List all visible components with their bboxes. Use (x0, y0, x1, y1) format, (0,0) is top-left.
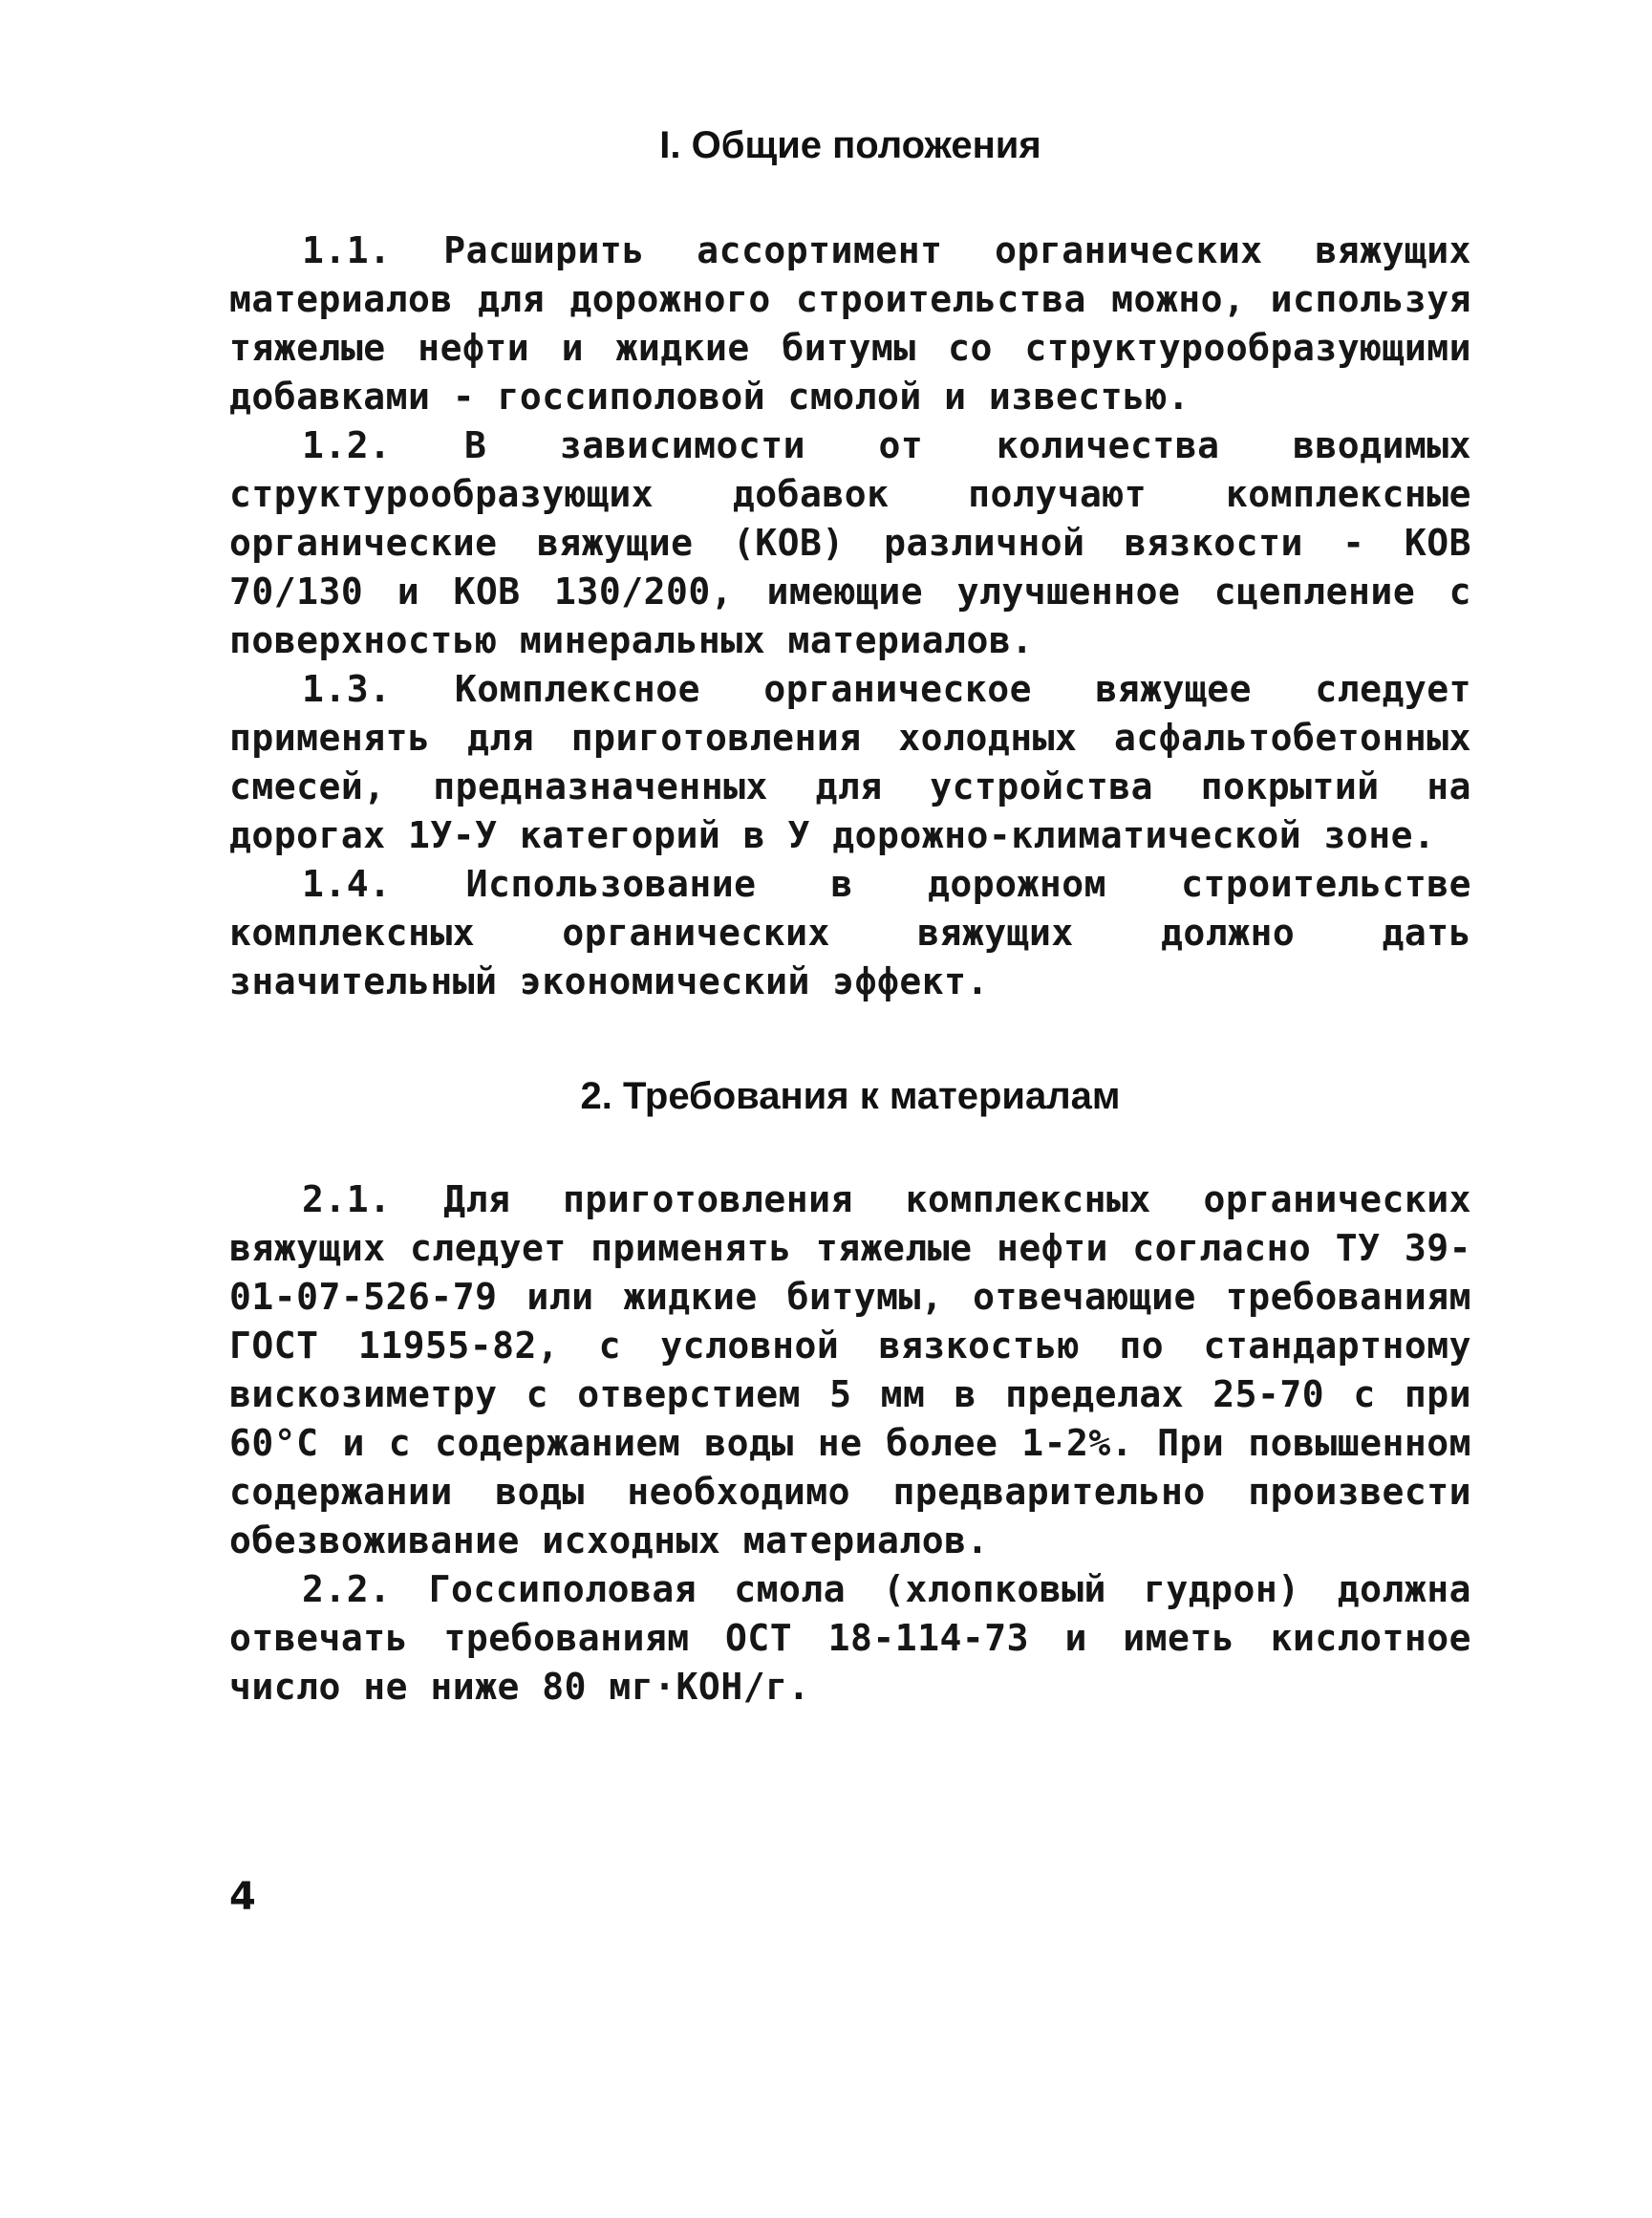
page-content (229, 115, 1471, 1712)
paragraph-1-2: 1.2. В зависимости от количества вводимых структурообразующих добавок получают комплексные органические вяжущие (КОВ) различной вязкости - КОВ 70/130 и КОВ 130/200, имеющие улучшенное сцепление с поверхностью минеральных материалов. (229, 424, 1471, 661)
paragraph-1-4: 1.4. Использование в дорожном строительстве комплексных органических вяжущих должно дать значительный экономический эффект. (229, 863, 1471, 1002)
paragraph-1-3: 1.3. Комплексное органическое вяжущее следует применять для приготовления холодных асфальтобетонных смесей, предназначенных для устройства покрытий на дорогах 1У-У категорий в У дорожно-климатической зоне. (229, 668, 1471, 856)
page-number: 4 (229, 1875, 256, 1919)
section-2-heading: 2. Требования к материалам (580, 1075, 1121, 1117)
paragraph-1-1: 1.1. Расширить ассортимент органических вяжущих материалов для дорожного строительства можно, используя тяжелые нефти и жидкие битумы со структурообразующими добавками - госсиполовой смолой и известью. (229, 229, 1471, 418)
paragraph-2-1: 2.1. Для приготовления комплексных органических вяжущих следует применять тяжелые нефти согласно ТУ 39-01-07-526-79 или жидкие битумы, отвечающие требованиям ГОСТ 11955-82, с условной вязкостью по стандартному вискозиметру с отверстием 5 мм в пределах 25-70 с при 60°С и с содержанием воды не более 1-2%. При повышенном содержании воды необходимо предварительно произвести обезвоживание исходных материалов. (229, 1178, 1471, 1561)
paragraph-2-2: 2.2. Госсиполовая смола (хлопковый гудрон) должна отвечать требованиям ОСТ 18-114-73 и иметь кислотное число не ниже 80 мг·КОН/г. (229, 1568, 1471, 1708)
section-1-heading: I. Общие положения (659, 124, 1041, 166)
